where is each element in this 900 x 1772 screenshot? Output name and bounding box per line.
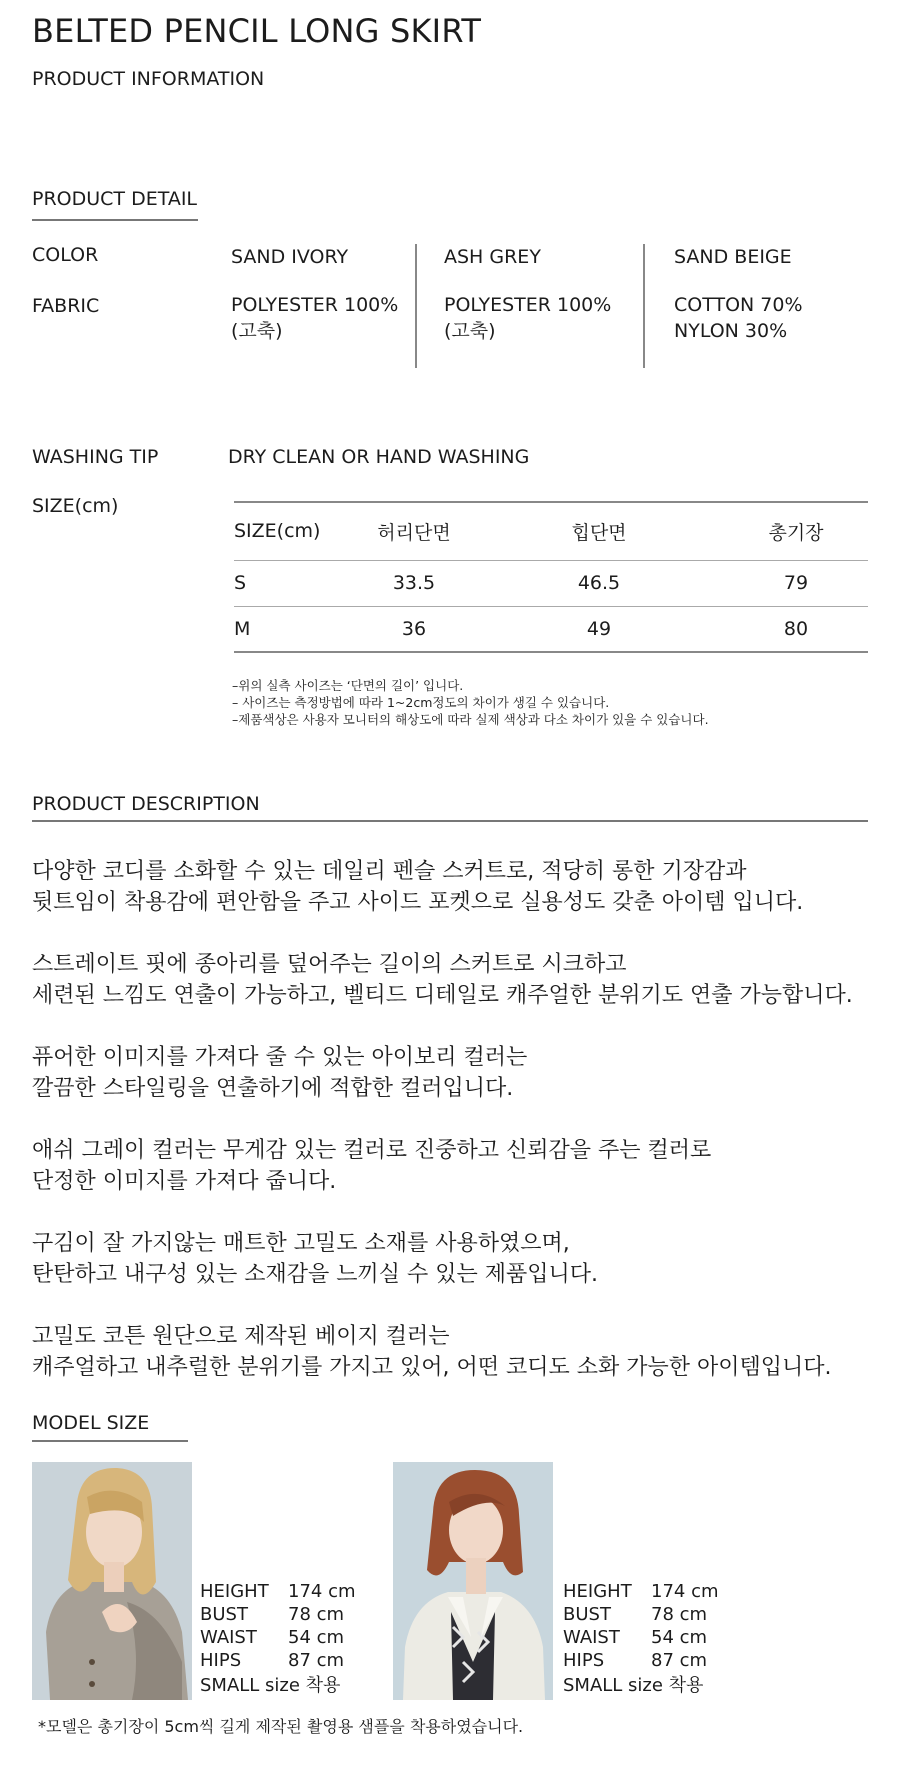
fabric-value-1: POLYESTER 100% (고축) xyxy=(231,294,399,342)
product-description-heading: PRODUCT DESCRIPTION xyxy=(32,793,260,815)
stat-label: HEIGHT xyxy=(563,1581,632,1602)
stat-value: 174 cm xyxy=(651,1581,719,1602)
description-paragraph xyxy=(32,1321,853,1383)
description-line: 단정한 이미지를 가져다 줍니다. xyxy=(32,1169,337,1194)
description-paragraph xyxy=(32,1228,853,1290)
product-detail-heading: PRODUCT DETAIL xyxy=(32,188,198,210)
stat-value: 78 cm xyxy=(651,1604,708,1625)
description-line: 뒷트임이 착용감에 편안함을 주고 사이드 포켓으로 실용성도 갖춘 아이템 입니다. xyxy=(32,890,804,915)
stat-label: WAIST xyxy=(563,1627,620,1648)
hip-cell: 46.5 xyxy=(474,560,724,606)
stat-value: 87 cm xyxy=(288,1650,345,1671)
model-photo-1 xyxy=(32,1462,192,1700)
description-paragraph xyxy=(32,856,853,918)
length-cell: 80 xyxy=(724,606,868,652)
model-stats-1 xyxy=(200,1580,356,1697)
size-note: –위의 실측 사이즈는 ‘단면의 길이’ 입니다. xyxy=(232,678,464,693)
stat-value: 54 cm xyxy=(288,1627,345,1648)
waist-cell: 33.5 xyxy=(354,560,474,606)
size-notes xyxy=(232,677,709,728)
model-footnote: *모델은 총기장이 5cm씩 길게 제작된 촬영용 샘플을 착용하였습니다. xyxy=(38,1717,524,1736)
page-title: BELTED PENCIL LONG SKIRT xyxy=(32,12,482,50)
waist-col-header: 허리단면 xyxy=(354,502,474,560)
product-description-rule xyxy=(32,820,868,822)
stat-label: BUST xyxy=(200,1604,248,1625)
model-size-rule xyxy=(32,1440,188,1442)
hip-cell: 49 xyxy=(474,606,724,652)
stat-label: WAIST xyxy=(200,1627,257,1648)
size-worn: SMALL size 착용 xyxy=(200,1675,341,1696)
stat-row xyxy=(563,1626,719,1649)
table-row xyxy=(234,606,868,652)
page-subtitle: PRODUCT INFORMATION xyxy=(32,68,265,90)
table-row xyxy=(234,560,868,606)
size-worn: SMALL size 착용 xyxy=(563,1675,704,1696)
description-line: 구김이 잘 가지않는 매트한 고밀도 소재를 사용하였으며, xyxy=(32,1231,570,1256)
description-line: 세련된 느낌도 연출이 가능하고, 벨티드 디테일로 캐주얼한 분위기도 연출 가능합니다. xyxy=(32,983,853,1008)
column-divider xyxy=(415,244,417,368)
stat-row xyxy=(200,1626,356,1649)
description-line: 다양한 코디를 소화할 수 있는 데일리 펜슬 스커트로, 적당히 롱한 기장감과 xyxy=(32,859,747,884)
model-size-heading: MODEL SIZE xyxy=(32,1412,150,1434)
size-cell: S xyxy=(234,560,354,606)
stat-label: HIPS xyxy=(563,1650,605,1671)
fabric-value-3: COTTON 70% NYLON 30% xyxy=(674,294,803,342)
size-note: –제품색상은 사용자 모니터의 해상도에 따라 실제 색상과 다소 차이가 있을 수 있습니다. xyxy=(232,712,709,727)
size-table-header xyxy=(234,502,868,560)
waist-cell: 36 xyxy=(354,606,474,652)
size-label: SIZE(cm) xyxy=(32,495,119,517)
description-line: 탄탄하고 내구성 있는 소재감을 느끼실 수 있는 제품입니다. xyxy=(32,1262,598,1287)
column-divider xyxy=(643,244,645,368)
length-cell: 79 xyxy=(724,560,868,606)
color-value-3: SAND BEIGE xyxy=(674,246,792,268)
size-cell: M xyxy=(234,606,354,652)
model-stats-2 xyxy=(563,1580,719,1697)
stat-value: 87 cm xyxy=(651,1650,708,1671)
size-note: – 사이즈는 측정방법에 따라 1~2cm정도의 차이가 생길 수 있습니다. xyxy=(232,695,610,710)
fabric-label: FABRIC xyxy=(32,295,100,317)
description-line: 스트레이트 핏에 종아리를 덮어주는 길이의 스커트로 시크하고 xyxy=(32,952,627,977)
stat-row xyxy=(200,1580,356,1603)
stat-value: 174 cm xyxy=(288,1581,356,1602)
stat-value: 78 cm xyxy=(288,1604,345,1625)
stat-value: 54 cm xyxy=(651,1627,708,1648)
color-value-2: ASH GREY xyxy=(444,246,541,268)
stat-label: HIPS xyxy=(200,1650,242,1671)
size-col-header: SIZE(cm) xyxy=(234,502,354,560)
description-line: 고밀도 코튼 원단으로 제작된 베이지 컬러는 xyxy=(32,1324,450,1349)
stat-label: HEIGHT xyxy=(200,1581,269,1602)
description-paragraph xyxy=(32,1042,853,1104)
stat-row xyxy=(563,1580,719,1603)
description-paragraph xyxy=(32,1135,853,1197)
length-col-header: 총기장 xyxy=(724,502,868,560)
hip-col-header: 힙단면 xyxy=(474,502,724,560)
stat-row xyxy=(563,1603,719,1626)
washing-tip-label: WASHING TIP xyxy=(32,446,159,468)
model-photo-2 xyxy=(393,1462,553,1700)
stat-row xyxy=(200,1649,356,1672)
description-line: 애쉬 그레이 컬러는 무게감 있는 컬러로 진중하고 신뢰감을 주는 컬러로 xyxy=(32,1138,712,1163)
product-description-body xyxy=(32,856,853,1414)
size-table xyxy=(234,501,868,653)
product-detail-rule xyxy=(32,219,198,221)
description-line: 깔끔한 스타일링을 연출하기에 적합한 컬러입니다. xyxy=(32,1076,514,1101)
stat-label: BUST xyxy=(563,1604,611,1625)
fabric-value-2: POLYESTER 100% (고축) xyxy=(444,294,612,342)
color-label: COLOR xyxy=(32,244,99,266)
description-paragraph xyxy=(32,949,853,1011)
washing-tip-value: DRY CLEAN OR HAND WASHING xyxy=(228,446,530,468)
description-line: 캐주얼하고 내추럴한 분위기를 가지고 있어, 어떤 코디도 소화 가능한 아이템입니다. xyxy=(32,1355,832,1380)
stat-row xyxy=(200,1603,356,1626)
description-line: 퓨어한 이미지를 가져다 줄 수 있는 아이보리 컬러는 xyxy=(32,1045,528,1070)
color-value-1: SAND IVORY xyxy=(231,246,349,268)
stat-row xyxy=(563,1649,719,1672)
